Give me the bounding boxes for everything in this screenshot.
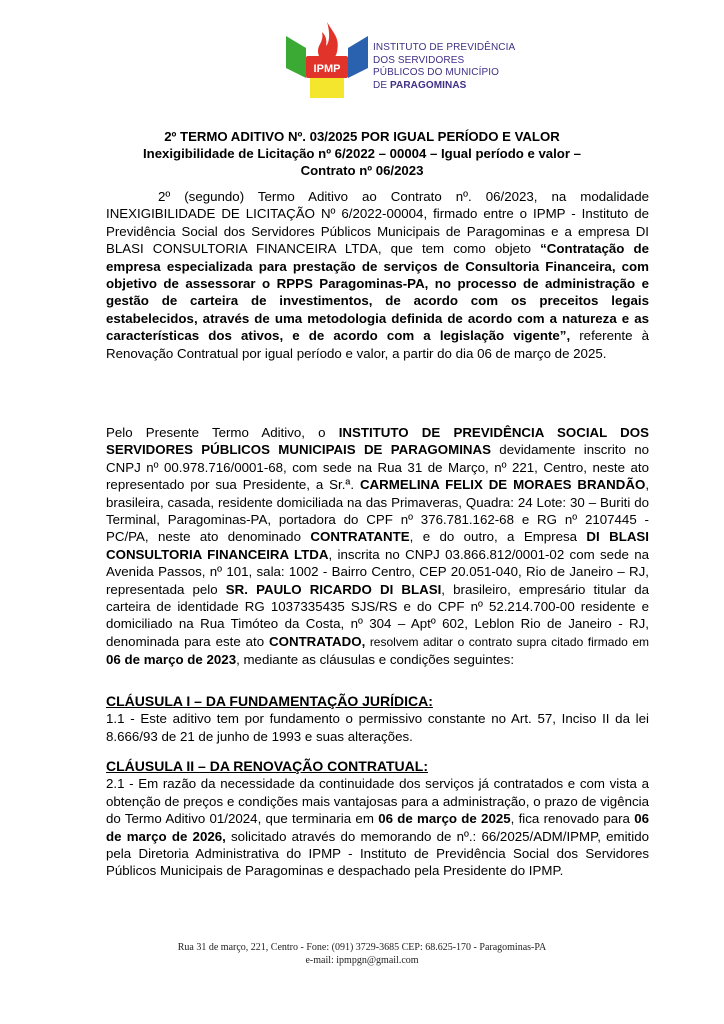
ipmp-emblem-icon xyxy=(282,18,372,100)
para2-text-7: resolvem aditar o contrato supra citado firmado em xyxy=(365,634,650,649)
clause-2-text-1: 2.1 - Em razão da necessidade da continuidade dos serviços já contratados e com vista a obtenção de preços e condições mais vantajosas para a administração, o prazo de vigência do Termo Aditivo 01/2024, que terminaria em xyxy=(106,776,649,827)
logo-line-4-bold: PARAGOMINAS xyxy=(389,79,467,91)
clause-2-text-3: solicitado através do memorando de nº.: 66/2025/ADM/IPMP, emitido pela Diretoria Administrativa do IPMP - Instituto de Previdência Social dos Servidores Públicos Municipais de Paragominas e despachado pela Presidente do IPMP. xyxy=(106,828,649,879)
logo-institution-name xyxy=(373,42,515,92)
para2-text-2: devidamente inscrito no CNPJ nº 00.978.716/0001-68, com sede na Rua 31 de Março, nº 221, Centro, neste ato representado por sua Presidente, a Sr.ª. xyxy=(106,442,649,493)
para2-text-6: , brasileiro, empresário titular da carteira de identidade RG 1037335435 SJS/RS e do CPF nº 52.214.700-00 residente e domiciliado na Rua Timóteo da Costa, nº 304 – Aptº 602, Leblon Rio de Janeiro - RJ, denominada para este ato xyxy=(106,581,650,649)
representative-name: SR. PAULO RICARDO DI BLASI xyxy=(225,581,442,597)
para1-text-2: referente à Renovação Contratual por igual período e valor, a partir do dia 06 de março de 2025. xyxy=(106,328,649,361)
clause-2-text xyxy=(106,775,649,879)
logo-line-1: INSTITUTO DE PREVIDÊNCIA xyxy=(373,42,516,53)
para2-text-4: , e do outro, a Empresa xyxy=(409,529,587,545)
ipmp-logo xyxy=(282,18,522,100)
president-name: CARMELINA FELIX DE MORAES BRANDÃO xyxy=(359,477,646,493)
contratante-label: CONTRATANTE xyxy=(310,529,410,545)
new-end-date: 06 de março de 2026, xyxy=(106,811,650,844)
logo-line-2: DOS SERVIDORES xyxy=(373,54,465,66)
company-name: DI BLASI CONSULTORIA FINANCEIRA LTDA xyxy=(106,529,649,562)
footer-address: Rua 31 de março, 221, Centro - Fone: (091) 3729-3685 CEP: 68.625-170 - Paragominas-PA xyxy=(177,942,547,953)
clause-2-heading: CLÁUSULA II – DA RENOVAÇÃO CONTRATUAL: xyxy=(106,758,428,774)
logo-line-4-prefix: DE xyxy=(373,79,390,91)
para2-text-3: , brasileira, casada, residente domiciliada na das Primaveras, Quadra: 24 Lote: 30 – Buriti do Terminal, Paragominas-PA, portadora do CPF nº 376.781.162-68 e RG nº 2107445 - PC/PA, neste ato denominado xyxy=(106,477,650,545)
para2-text-8: , mediante as cláusulas e condições seguintes: xyxy=(236,652,515,668)
clause-1 xyxy=(106,693,649,745)
title-line-2: Inexigibilidade de Licitação nº 6/2022 – 00004 – Igual período e valor – xyxy=(143,146,581,161)
para1-text-1: 2º (segundo) Termo Aditivo ao Contrato nº. 06/2023, na modalidade INEXIGIBILIDADE DE LICITAÇÃO Nº 6/2022-00004, firmado entre o IPMP - Instituto de Previdência Social dos Servidores Públicos Municipais de Paragominas e a empresa DI BLASI CONSULTORIA FINANCEIRA LTDA, que tem como objeto xyxy=(106,189,649,257)
para2-text-1: Pelo Presente Termo Aditivo, o xyxy=(106,425,339,440)
logo-line-4 xyxy=(373,80,515,93)
clause-1-text: 1.1 - Este aditivo tem por fundamento o permissivo constante no Art. 57, Inciso II da lei 8.666/93 de 21 de junho de 1993 e suas alterações. xyxy=(106,711,649,744)
page-footer xyxy=(0,941,724,967)
clause-2 xyxy=(106,758,649,880)
logo-line-3: PÚBLICOS DO MUNICÍPIO xyxy=(373,67,500,78)
contratado-label: CONTRATADO, xyxy=(269,633,366,649)
clause-2-text-2: , fica renovado para xyxy=(510,811,635,827)
title-line-1: 2º TERMO ADITIVO Nº. 03/2025 POR IGUAL PERÍODO E VALOR xyxy=(164,129,560,144)
paragraph-parties xyxy=(106,424,649,669)
document-title xyxy=(100,128,624,179)
clause-1-heading: CLÁUSULA I – DA FUNDAMENTAÇÃO JURÍDICA: xyxy=(106,693,433,709)
para2-text-5: , inscrita no CNPJ 03.866.812/0001-02 com sede na Avenida Passos, nº 101, sala: 1002 - Bairro Centro, CEP 20.051-040, Rio de Janeiro – RJ, representada pelo xyxy=(106,546,649,597)
contract-date: 06 de março de 2023 xyxy=(106,652,237,668)
contracting-institute-name: INSTITUTO DE PREVIDÊNCIA SOCIAL DOS SERVIDORES PÚBLICOS MUNICIPAIS DE PARAGOMINAS xyxy=(106,425,649,458)
para1-object-bold: “Contratação de empresa especializada para prestação de serviços de Consultoria Financeira, com objetivo de assessorar o RPPS Paragominas-PA, no processo de administração e gestão de carteira de investimentos, de acordo com os preceitos legais estabelecidos, através de uma metodologia definida de acordo com a natureza e as características dos ativos, e de acordo com a legislação vigente”, xyxy=(106,241,649,344)
title-line-3: Contrato nº 06/2023 xyxy=(300,163,424,178)
logo-acronym: IPMP xyxy=(313,63,341,75)
old-end-date: 06 de março de 2025 xyxy=(378,811,511,827)
footer-email: e-mail: ipmpgn@gmail.com xyxy=(305,955,419,966)
paragraph-intro xyxy=(106,188,649,362)
